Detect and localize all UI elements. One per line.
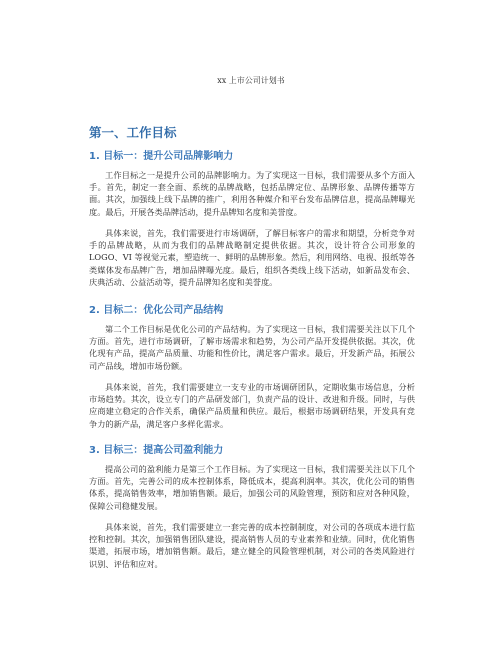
goal1-heading: 1. 目标一：提升公司品牌影响力 [89,151,234,162]
goal1-paragraph-2: 具体来说，首先，我们需要进行市场调研，了解目标客户的需求和期望，分析竞争对手的品牌战略，从而为我们的品牌战略制定提供依据。其次，设计符合公司形象的LOGO、VI 等视觉元素，塑造统一、鲜明的品牌形象。然后，利用网络、电视、报纸等各类媒体发布品牌广告，增加品牌曝光度。最后，组织各类线上线下活动，如新品发布会、庆典活动、公益活动等，提升品牌知名度和美誉度。 [89,228,415,287]
goal2-paragraph-2: 具体来说，首先，我们需要建立一支专业的市场调研团队，定期收集市场信息，分析市场趋势。其次，设立专门的产品研发部门，负责产品的设计、改进和升级。同时，与供应商建立稳定的合作关系，确保产品质量和供应。最后，根据市场调研结果，开发具有竞争力的新产品，满足客户多样化需求。 [89,382,415,429]
goal2-paragraph-1: 第二个工作目标是优化公司的产品结构。为了实现这一目标，我们需要关注以下几个方面。首先，进行市场调研，了解市场需求和趋势，为公司产品开发提供依据。其次，优化现有产品，提高产品质量、功能和性价比，满足客户需求。最后，开发新产品，拓展公司产品线，增加市场份额。 [89,324,415,371]
goal1-paragraph-1: 工作目标之一是提升公司的品牌影响力。为了实现这一目标，我们需要从多个方面入手。首先，制定一套全面、系统的品牌战略，包括品牌定位、品牌形象、品牌传播等方面。其次，加强线上线下品牌的推广，利用各种媒介和平台发布品牌信息，提高品牌曝光度。最后，开展各类品牌活动，提升品牌知名度和美誉度。 [89,170,415,217]
goal3-paragraph-2: 具体来说，首先，我们需要建立一套完善的成本控制制度，对公司的各项成本进行监控和控制。其次，加强销售团队建设，提高销售人员的专业素养和业绩。同时，优化销售渠道，拓展市场，增加销售额。最后，建立健全的风险管理机制，对公司的各类风险进行识别、评估和应对。 [89,522,415,569]
goal3-heading: 3. 目标三：提高公司盈利能力 [89,445,224,456]
goal3-paragraph-1: 提高公司的盈利能力是第三个工作目标。为了实现这一目标，我们需要关注以下几个方面。首先，完善公司的成本控制体系，降低成本，提高利润率。其次，优化公司的销售体系，提高销售效率，增加销售额。最后，加强公司的风险管理，预防和应对各种风险，保障公司稳健发展。 [89,464,415,511]
goal2-heading: 2. 目标二：优化公司产品结构 [89,305,224,316]
section-heading-work-goals: 第一、工作目标 [89,125,177,140]
document-title: xx 上市公司计划书 [217,76,285,85]
